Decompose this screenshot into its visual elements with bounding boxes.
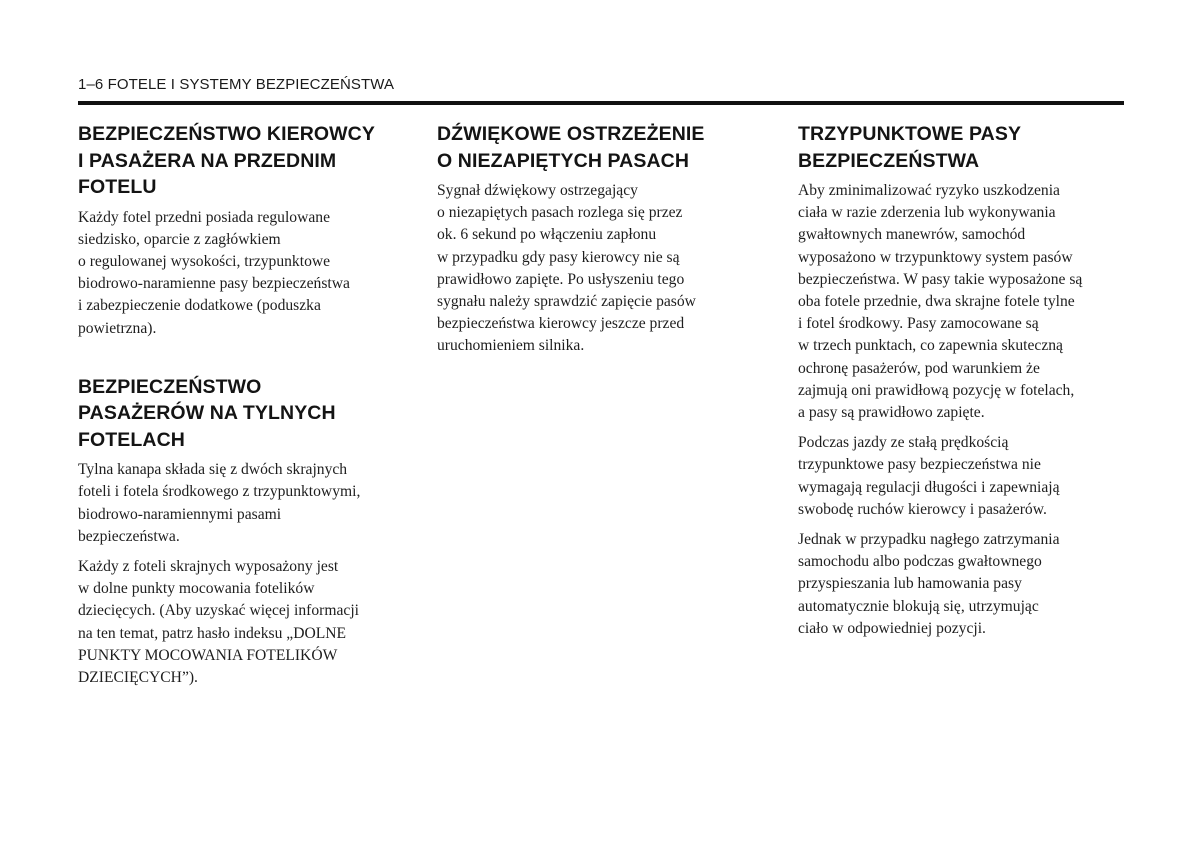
column-1 [78, 121, 418, 697]
text-line: na ten temat, patrz hasło indeksu „DOLNE [78, 624, 347, 642]
paragraph-three-point-belts [798, 180, 1128, 424]
text-line: bezpieczeństwa kierowcy jeszcze przed [437, 315, 685, 333]
text-line: dziecięcych. (Aby uzyskać więcej informacji [78, 602, 359, 620]
heading-line: BEZPIECZEŃSTWO [78, 375, 262, 398]
text-line: zajmują oni prawidłową pozycję w fotelach, [798, 381, 1075, 399]
text-line: w trzech punktach, co zapewnia skuteczną [798, 337, 1063, 355]
header-rule [78, 101, 1124, 105]
text-line: uruchomieniem silnika. [437, 337, 585, 355]
heading-line: I PASAŻERA NA PRZEDNIM [78, 149, 337, 172]
text-line: trzypunktowe pasy bezpieczeństwa nie [798, 456, 1041, 474]
text-line: biodrowo-naramiennymi pasami [78, 505, 282, 523]
heading-line: O NIEZAPIĘTYCH PASACH [437, 149, 690, 172]
heading-line: TRZYPUNKTOWE PASY [798, 123, 1022, 145]
text-line: Podczas jazdy ze stałą prędkością [798, 434, 1009, 452]
column-3 [798, 121, 1128, 648]
text-line: bezpieczeństwa. [78, 527, 180, 545]
heading-line: BEZPIECZEŃSTWA [798, 149, 980, 172]
text-line: foteli i fotela środkowego z trzypunktowymi, [78, 483, 361, 501]
text-line: oba fotele przednie, dwa skrajne fotele tylne [798, 293, 1075, 311]
text-line: bezpieczeństwa. W pasy takie wyposażone są [798, 270, 1083, 288]
text-line: PUNKTY MOCOWANIA FOTELIKÓW [78, 646, 338, 664]
text-line: ciała w razie zderzenia lub wykonywania [798, 204, 1056, 222]
heading-line: FOTELACH [78, 428, 185, 451]
text-line: Każdy z foteli skrajnych wyposażony jest [78, 558, 339, 576]
text-line: biodrowo-naramienne pasy bezpieczeństwa [78, 275, 350, 293]
text-line: w przypadku gdy pasy kierowcy nie są [437, 248, 680, 266]
section-heading-three-point-belts [798, 121, 1128, 174]
text-line: gwałtownych manewrów, samochód [798, 226, 1026, 244]
text-line: ok. 6 sekund po włączeniu zapłonu [437, 226, 657, 244]
paragraph-rear-seat [78, 459, 418, 548]
text-line: swobodę ruchów kierowcy i pasażerów. [798, 500, 1047, 518]
text-line: i zabezpieczenie dodatkowe (poduszka [78, 297, 321, 315]
text-line: ochronę pasażerów, pod warunkiem że [798, 359, 1040, 377]
text-line: sygnału należy sprawdzić zapięcie pasów [437, 293, 696, 311]
text-line: Każdy fotel przedni posiada regulowane [78, 208, 330, 226]
text-line: siedzisko, oparcie z zagłówkiem [78, 230, 281, 248]
paragraph-seatbelt-warning [437, 180, 777, 358]
text-line: automatycznie blokują się, utrzymując [798, 597, 1039, 615]
text-line: Tylna kanapa składa się z dwóch skrajnych [78, 461, 348, 479]
text-line: Sygnał dźwiękowy ostrzegający [437, 182, 638, 199]
section-heading-seatbelt-warning [437, 121, 777, 174]
text-line: DZIECIĘCYCH”). [78, 669, 198, 687]
text-line: powietrzna). [78, 319, 157, 337]
heading-line: BEZPIECZEŃSTWO KIEROWCY [78, 123, 375, 145]
text-line: prawidłowo zapięte. Po usłyszeniu tego [437, 270, 685, 288]
section-heading-front-seat-safety [78, 121, 418, 201]
paragraph-belt-driving [798, 432, 1128, 521]
heading-line: DŹWIĘKOWE OSTRZEŻENIE [437, 123, 705, 145]
text-line: wymagają regulacji długości i zapewniają [798, 478, 1060, 496]
text-line: ciało w odpowiedniej pozycji. [798, 619, 986, 637]
text-line: o niezapiętych pasach rozlega się przez [437, 204, 683, 222]
section-heading-rear-seat-safety [78, 374, 418, 454]
heading-line: FOTELU [78, 176, 157, 198]
paragraph-belt-locking [798, 529, 1128, 640]
text-line: Jednak w przypadku nagłego zatrzymania [798, 531, 1060, 549]
text-line: Aby zminimalizować ryzyko uszkodzenia [798, 182, 1060, 199]
text-line: i fotel środkowy. Pasy zamocowane są [798, 315, 1039, 333]
paragraph-front-seat [78, 207, 418, 340]
column-2 [437, 121, 777, 366]
heading-line: PASAŻERÓW NA TYLNYCH [78, 402, 336, 425]
text-line: o regulowanej wysokości, trzypunktowe [78, 252, 331, 270]
text-line: w dolne punkty mocowania fotelików [78, 580, 315, 598]
text-line: wyposażono w trzypunktowy system pasów [798, 248, 1073, 266]
text-line: a pasy są prawidłowo zapięte. [798, 404, 985, 422]
text-line: samochodu albo podczas gwałtownego [798, 553, 1042, 571]
text-line: przyspieszania lub hamowania pasy [798, 575, 1022, 593]
paragraph-child-seat-anchors [78, 556, 418, 689]
running-header: 1–6 FOTELE I SYSTEMY BEZPIECZEŃSTWA [78, 76, 395, 93]
